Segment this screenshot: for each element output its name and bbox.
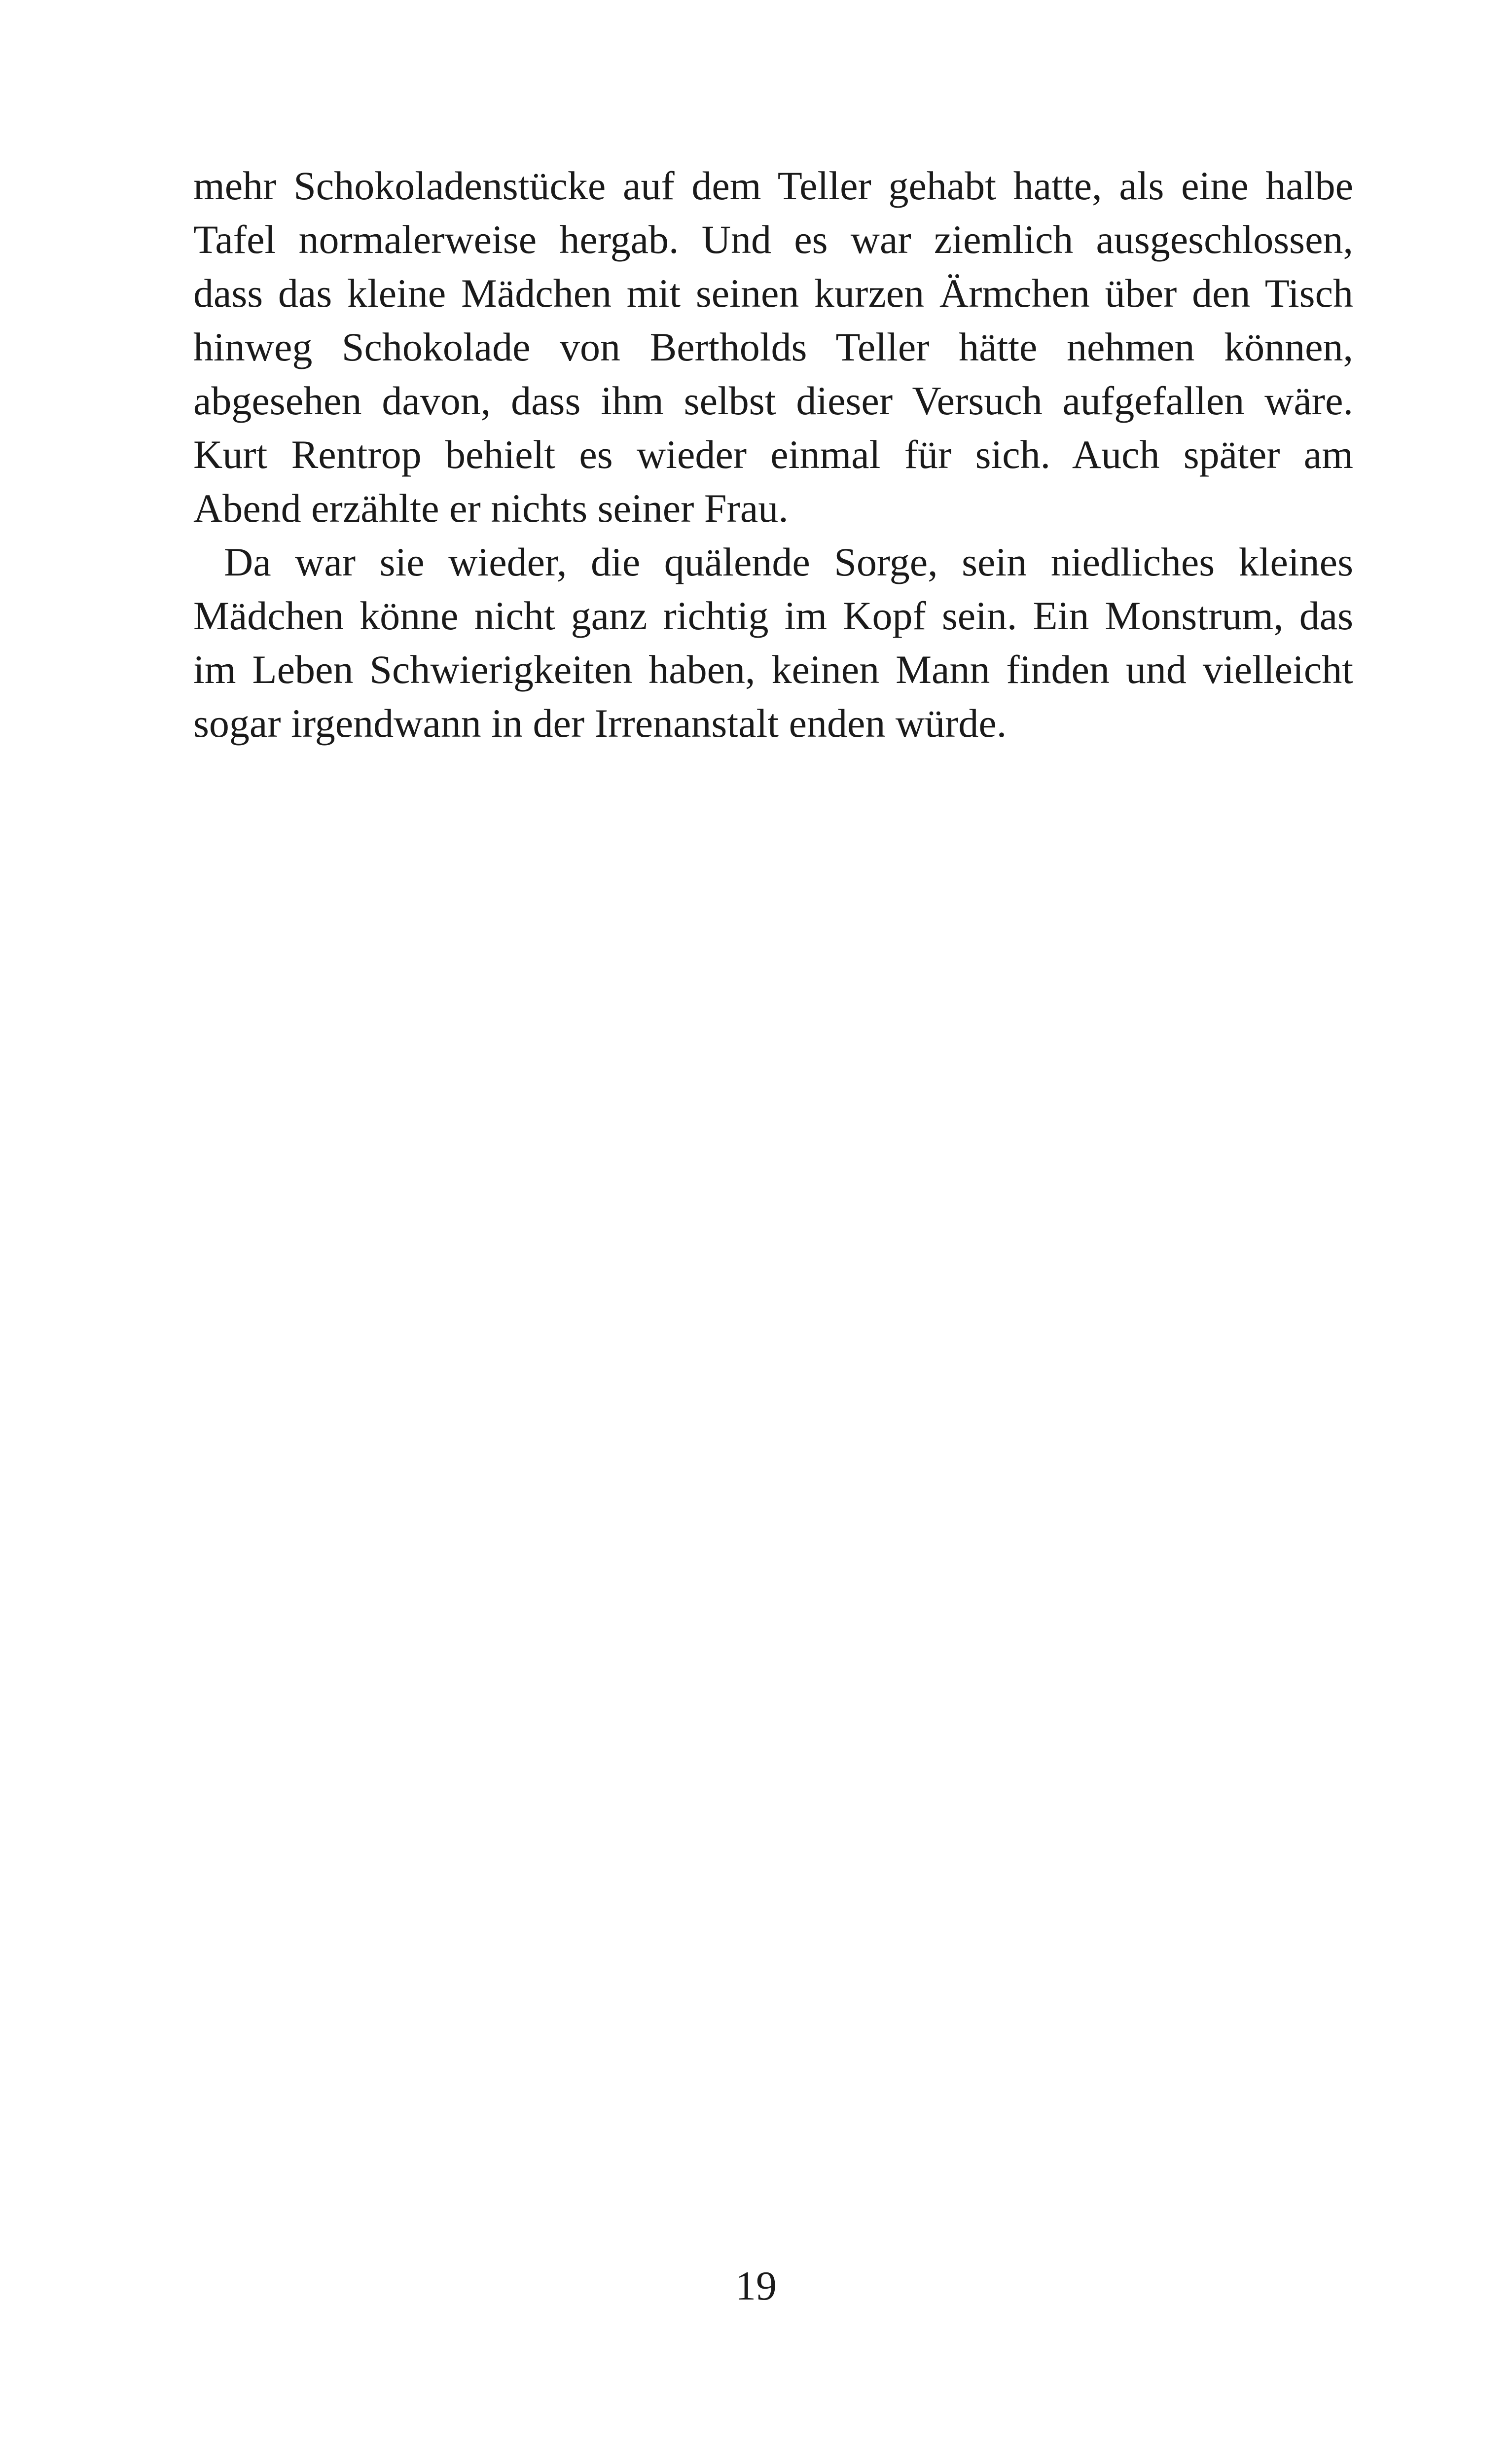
text-line: Tafel normalerweise hergab. Und es war ziemlich ausgeschlossen, [193,217,1353,262]
text-line: dass das kleine Mädchen mit seinen kurzen Ärmchen über den Tisch [193,271,1353,316]
text-line: abgesehen davon, dass ihm selbst dieser Versuch aufgefallen wäre. [193,378,1353,423]
text-line: im Leben Schwierigkeiten haben, keinen Mann finden und vielleicht [193,647,1353,692]
text-line: hinweg Schokolade von Bertholds Teller hätte nehmen können, [193,324,1353,369]
text-line: Kurt Rentrop behielt es wieder einmal für sich. Auch später am [193,432,1353,477]
text-line: Abend erzählte er nichts seiner Frau. [193,486,789,531]
text-line: Mädchen könne nicht ganz richtig im Kopf sein. Ein Monstrum, das [193,593,1353,638]
text-line: mehr Schokoladenstücke auf dem Teller gehabt hatte, als eine halbe [193,163,1353,208]
page-number: 19 [735,2263,777,2309]
paragraph-1 [193,159,1353,535]
paragraph-2 [193,535,1353,750]
text-line: Da war sie wieder, die quälende Sorge, sein niedliches kleines [224,539,1353,584]
body-text [193,159,1353,750]
text-line: sogar irgendwann in der Irrenanstalt enden würde. [193,701,1007,746]
